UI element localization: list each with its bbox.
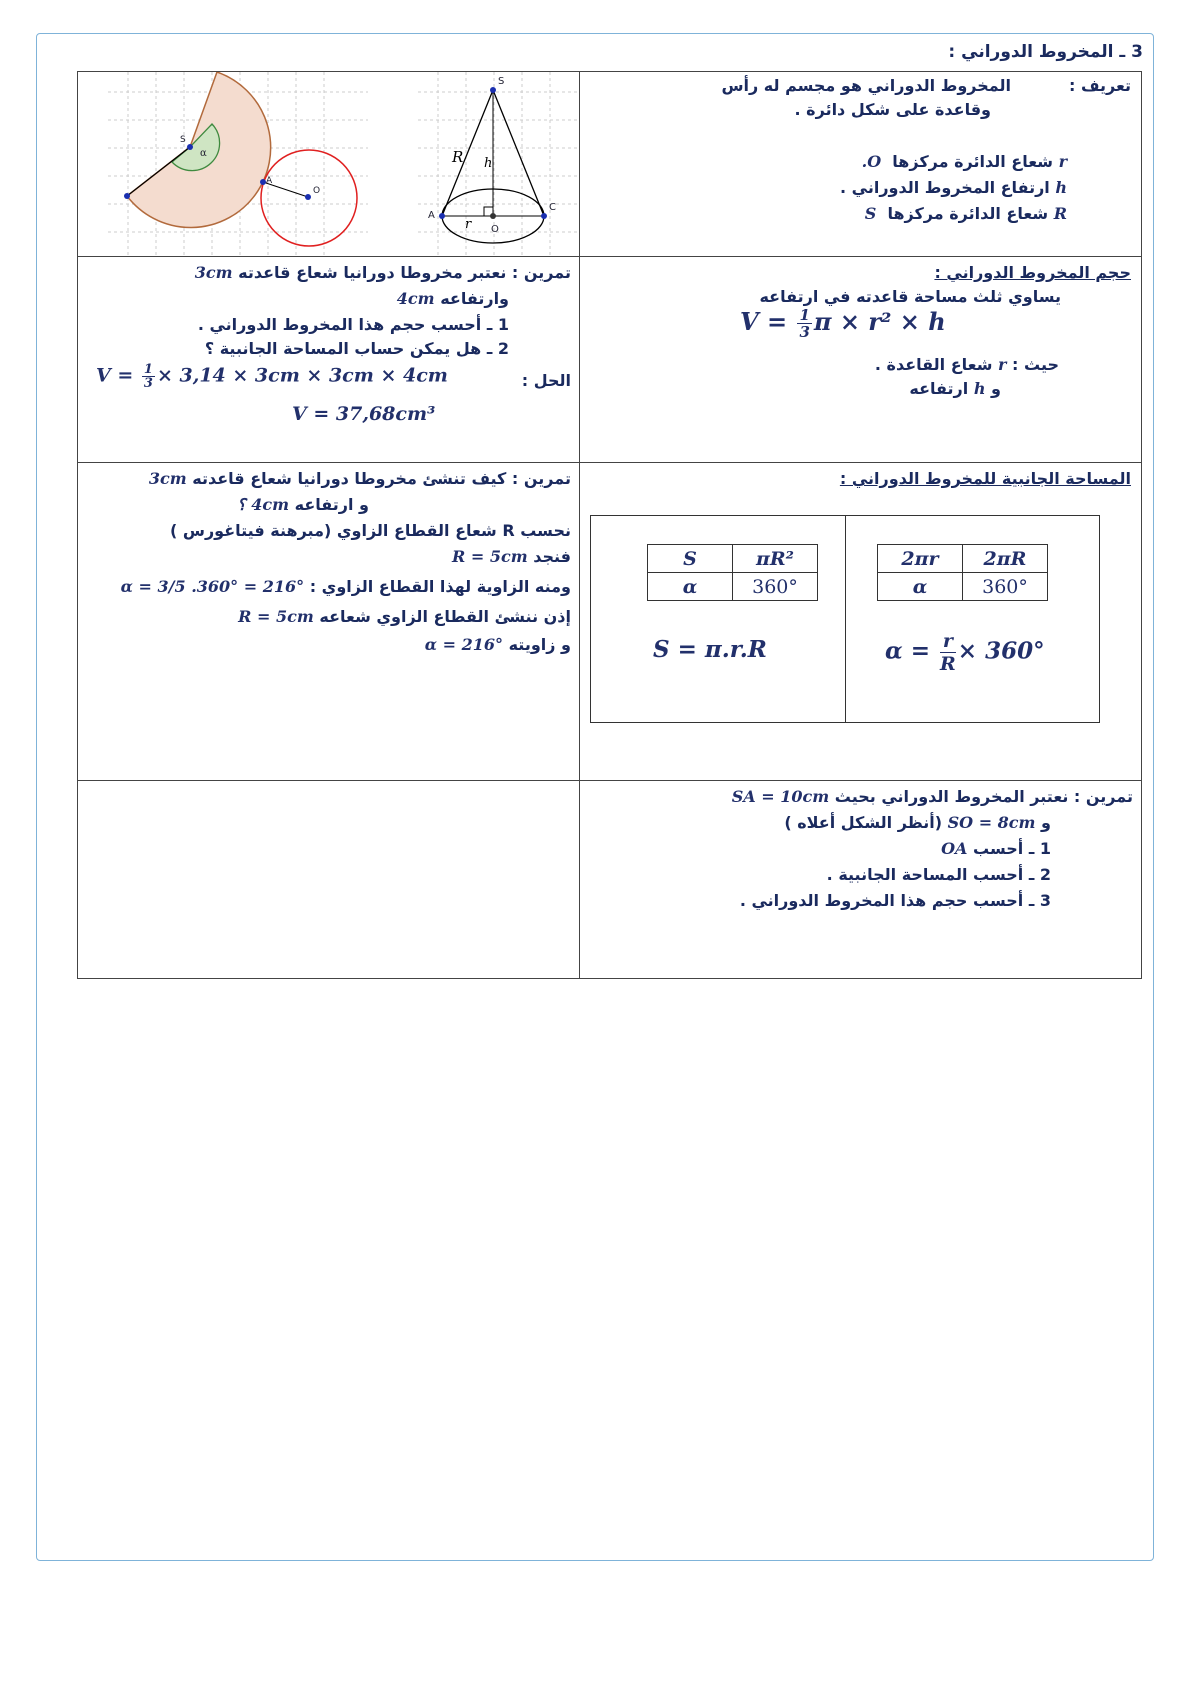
exercise2-line1: تمرين : كيف تنشئ مخروطا دورانيا شعاع قاعدته 3cm xyxy=(148,469,571,488)
exercise2-line7: و زاويته α = 216° xyxy=(424,635,571,654)
lateral-formula-alpha: α = $\frac{r}{R}$ × 360° xyxy=(885,630,1045,675)
cone-label-s: S xyxy=(498,76,505,87)
exercise2-cell xyxy=(78,463,580,781)
exercise3-q1: 1 ـ أحسب OA xyxy=(941,839,1051,858)
cone-label-c: C xyxy=(549,202,556,213)
exercise2-line4: فنجد R = 5cm xyxy=(451,547,571,566)
definition-item-R: R شعاع الدائرة مركزها S xyxy=(864,204,1067,223)
exercise2-line2: و ارتفاعه 4cm ؟ xyxy=(237,495,369,514)
exercise2-line3: نحسب R شعاع القطاع الزاوي (مبرهنة فيتاغورس ) xyxy=(170,521,571,540)
exercise1-line1: تمرين : نعتبر مخروطا دورانيا شعاع قاعدته 3cm xyxy=(194,263,571,282)
definition-item-r: r شعاع الدائرة مركزها O. xyxy=(861,152,1067,171)
cone-label-r: r xyxy=(465,217,472,232)
definition-line1: المخروط الدوراني هو مجسم له رأس xyxy=(721,76,1011,95)
solution-label: الحل : xyxy=(521,371,571,390)
figures-cell xyxy=(78,72,580,257)
definition-cell xyxy=(580,72,1142,257)
solution-formula: V = $\frac{1}{3}$ × 3,14 × 3cm × 3cm × 4cm xyxy=(96,362,448,391)
definition-label: تعريف : xyxy=(1068,76,1131,95)
exercise1-line2: وارتفاعه 4cm xyxy=(396,289,509,308)
volume-where1: حيث : r شعاع القاعدة . xyxy=(874,355,1059,374)
lateral-formula-S: S = π.r.R xyxy=(653,636,767,663)
exercise2-line6: إذن ننشئ القطاع الزاوي شعاعه R = 5cm xyxy=(238,607,571,626)
exercise2-line5: ومنه الزاوية لهذا القطاع الزاوي : α = 3/5 .360° = 216° xyxy=(120,577,571,596)
empty-cell xyxy=(78,781,580,979)
definition-item-h: h ارتفاع المخروط الدوراني . xyxy=(840,178,1067,197)
volume-where2: و h ارتفاعه xyxy=(909,379,1001,398)
section-title: 3 ـ المخروط الدوراني : xyxy=(948,42,1143,62)
net-label-s: S xyxy=(180,135,186,145)
exercise1-q1: 1 ـ أحسب حجم هذا المخروط الدوراني . xyxy=(197,315,509,334)
lateral-box xyxy=(590,515,1100,723)
exercise3-cell xyxy=(580,781,1142,979)
cone-label-R: R xyxy=(452,148,464,166)
exercise3-q3: 3 ـ أحسب حجم هذا المخروط الدوراني . xyxy=(739,891,1051,910)
net-label-a: A xyxy=(266,176,273,186)
lateral-title: المساحة الجانبية للمخروط الدوراني : xyxy=(839,469,1131,488)
volume-cell xyxy=(580,257,1142,463)
exercise3-q2: 2 ـ أحسب المساحة الجانبية . xyxy=(826,865,1051,884)
cone-figure xyxy=(418,72,578,256)
cone-label-h: h xyxy=(484,156,493,171)
cone-net-figure xyxy=(108,72,368,256)
volume-line1: يساوي ثلث مساحة قاعدته في ارتفاعه xyxy=(759,287,1061,306)
net-label-o: O xyxy=(313,186,321,196)
exercise3-line2: و SO = 8cm (أنظر الشكل أعلاه ) xyxy=(784,813,1051,832)
proportion-table-right: 2πR 2πr 360° α xyxy=(877,544,1048,601)
lesson-table xyxy=(77,71,1142,979)
lateral-area-cell xyxy=(580,463,1142,781)
exercise1-q2: 2 ـ هل يمكن حساب المساحة الجانبية ؟ xyxy=(204,339,509,358)
solution-result: V = 37,68cm³ xyxy=(292,403,436,425)
volume-title: حجم المخروط الدوراني : xyxy=(934,263,1131,282)
cone-label-a: A xyxy=(428,210,435,221)
net-label-alpha: α xyxy=(200,148,207,159)
cone-label-o: O xyxy=(491,224,499,235)
proportion-table-left: πR² S 360° α xyxy=(647,544,818,601)
exercise3-line1: تمرين : نعتبر المخروط الدوراني بحيث SA = 10cm xyxy=(731,787,1133,806)
exercise1-cell xyxy=(78,257,580,463)
definition-line2: وقاعدة على شكل دائرة . xyxy=(794,100,991,119)
volume-formula: V = $\frac{1}{3}$ π × r² × h xyxy=(740,306,946,341)
